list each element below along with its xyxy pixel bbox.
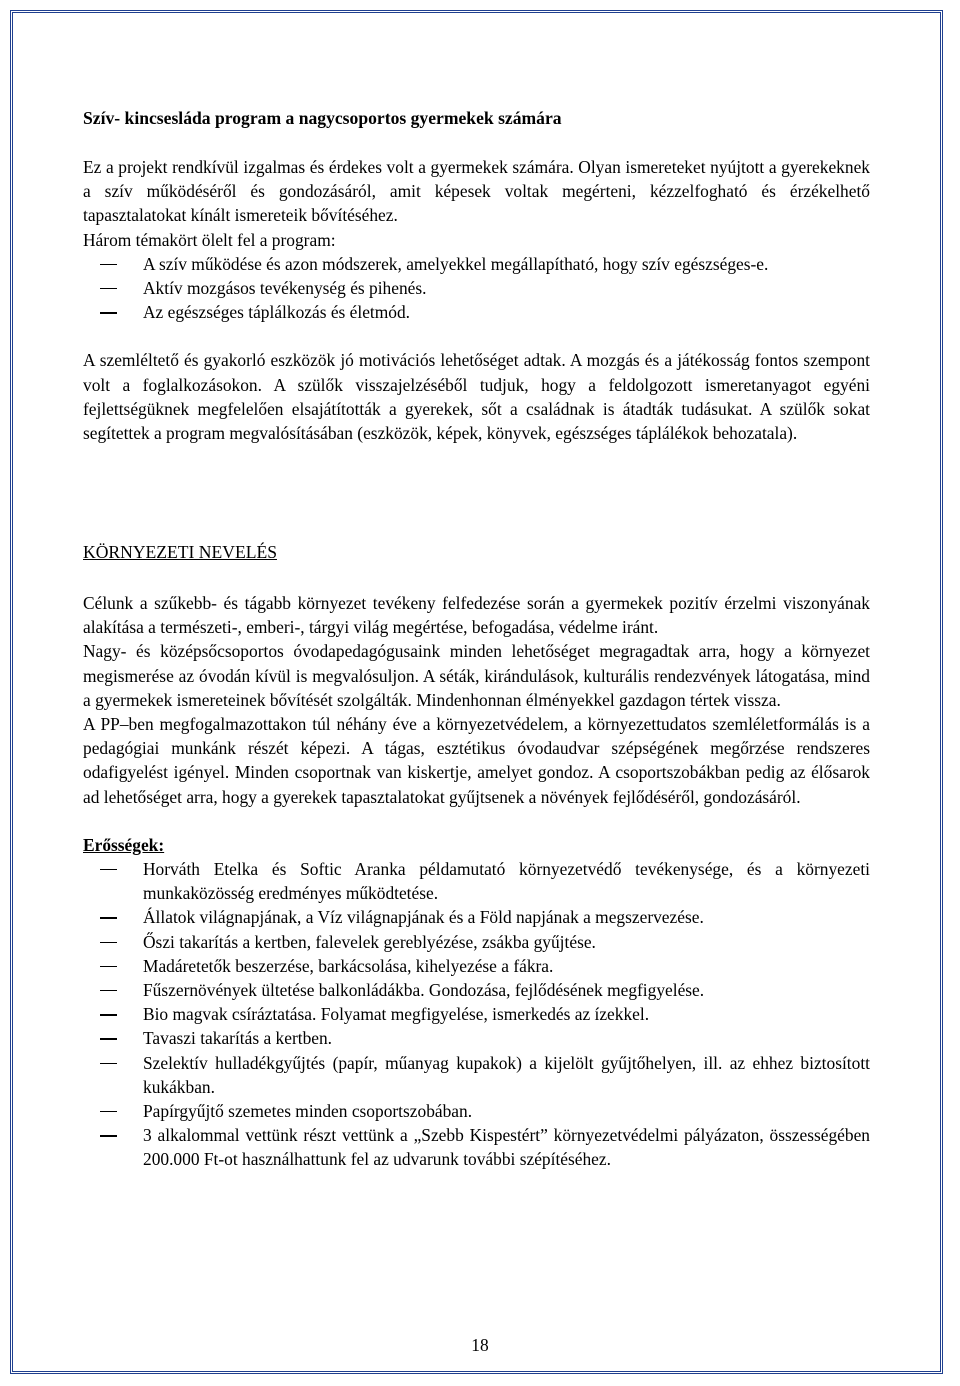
body-paragraph: A PP–ben megfogalmazottakon túl néhány éve a környezetvédelem, a környezettudatos szemléletformálás is a pedagógiai munkánk részét képezi. A tágas, esztétikus óvodaudvar szépségének megőrzése rendszeres odafigyelést igényel. Minden csoportnak van kiskertje, amelyet gondoz. A csoportszobákban pedig az élősarok ad lehetőséget arra, hogy a gyerekek tapasztalatokat gyűjtsenek a növények fejlődéséről, gondozásáról. (83, 714, 870, 807)
list-item: Horváth Etelka és Softic Aranka példamutató környezetvédő tevékenysége, és a környezeti munkaközösség eredményes működtetése. (83, 857, 870, 905)
list-item: Papírgyűjtő szemetes minden csoportszobában. (83, 1099, 870, 1123)
goal-paragraph: Célunk a szűkebb- és tágabb környezet tevékeny felfedezése során a gyermekek pozitív érzelmi viszonyának alakítása a természeti-, emberi-, tárgyi világ megértése, befogadása, védelme iránt. (83, 593, 870, 638)
strengths-heading: Erősségek: (83, 834, 165, 855)
section-heading: KÖRNYEZETI NEVELÉS (83, 542, 277, 562)
list-item: Őszi takarítás a kertben, falevelek gereblyézése, zsákba gyűjtése. (83, 930, 870, 954)
list-item: Aktív mozgásos tevékenység és pihenés. (83, 276, 870, 300)
list-item: Állatok világnapjának, a Víz világnapjának és a Föld napjának a megszervezése. (83, 905, 870, 929)
list-item: Az egészséges táplálkozás és életmód. (83, 300, 870, 324)
section1-body (83, 155, 870, 445)
strengths-list (83, 857, 870, 1172)
list-item: 3 alkalommal vettünk részt vettünk a „Szebb Kispestért” környezetvédelmi pályázaton, összességében 200.000 Ft-ot használhattunk fel az udvarunk további szépítéséhez. (83, 1123, 870, 1171)
topics-list (83, 252, 870, 325)
page-number: 18 (471, 1335, 489, 1355)
list-item: Tavaszi takarítás a kertben. (83, 1026, 870, 1050)
summary-paragraph: A szemléltető és gyakorló eszközök jó motivációs lehetőséget adtak. A mozgás és a játékosság fontos szempont volt a foglalkozásokon. A szülők visszajelzéséből tudjuk, hogy a feldolgozott ismeretanyagot egyéni fejlettségüknek megfelelően elsajátították a gyerekek, sőt a családnak is átadták tudásukat. A szülők sokat segítettek a program megvalósításában (eszközök, képek, könyvek, egészséges táplálékok behozatala). (83, 350, 870, 444)
topics-lead: Három témakört ölelt fel a program: (83, 229, 336, 250)
body-paragraph: Nagy- és középsőcsoportos óvodapedagógusaink minden lehetőséget megragadtak arra, hogy a környezet megismerése az óvodán kívül is megvalósuljon. A séták, kirándulások, kulturális rendezvények látogatása, mind a gyermekek ismereteinek bővítését szolgálták. Mindenhonnan élményekkel gazdagon tértek vissza. (83, 641, 870, 710)
list-item: Madáretetők beszerzése, barkácsolása, kihelyezése a fákra. (83, 954, 870, 978)
list-item: Szelektív hulladékgyűjtés (papír, műanyag kupakok) a kijelölt gyűjtőhelyen, ill. az ehhez biztosított kukákban. (83, 1051, 870, 1099)
list-item: Bio magvak csíráztatása. Folyamat megfigyelése, ismerkedés az ízekkel. (83, 1002, 870, 1026)
list-item: A szív működése és azon módszerek, amelyekkel megállapítható, hogy szív egészséges-e. (83, 252, 870, 276)
intro-paragraph: Ez a projekt rendkívül izgalmas és érdekes volt a gyermekek számára. Olyan ismereteket nyújtott a gyerekeknek a szív működéséről és gondozásáról, amit képesek voltak megérteni, kézzelfogható és érzékelhető tapasztalatokat kínált ismereteik bővítéséhez. (83, 157, 870, 226)
section2-body (83, 591, 870, 1172)
section-title: Szív- kincsesláda program a nagycsoportos gyermekek számára (83, 108, 562, 128)
list-item: Fűszernövények ültetése balkonládákba. Gondozása, fejlődésének megfigyelése. (83, 978, 870, 1002)
